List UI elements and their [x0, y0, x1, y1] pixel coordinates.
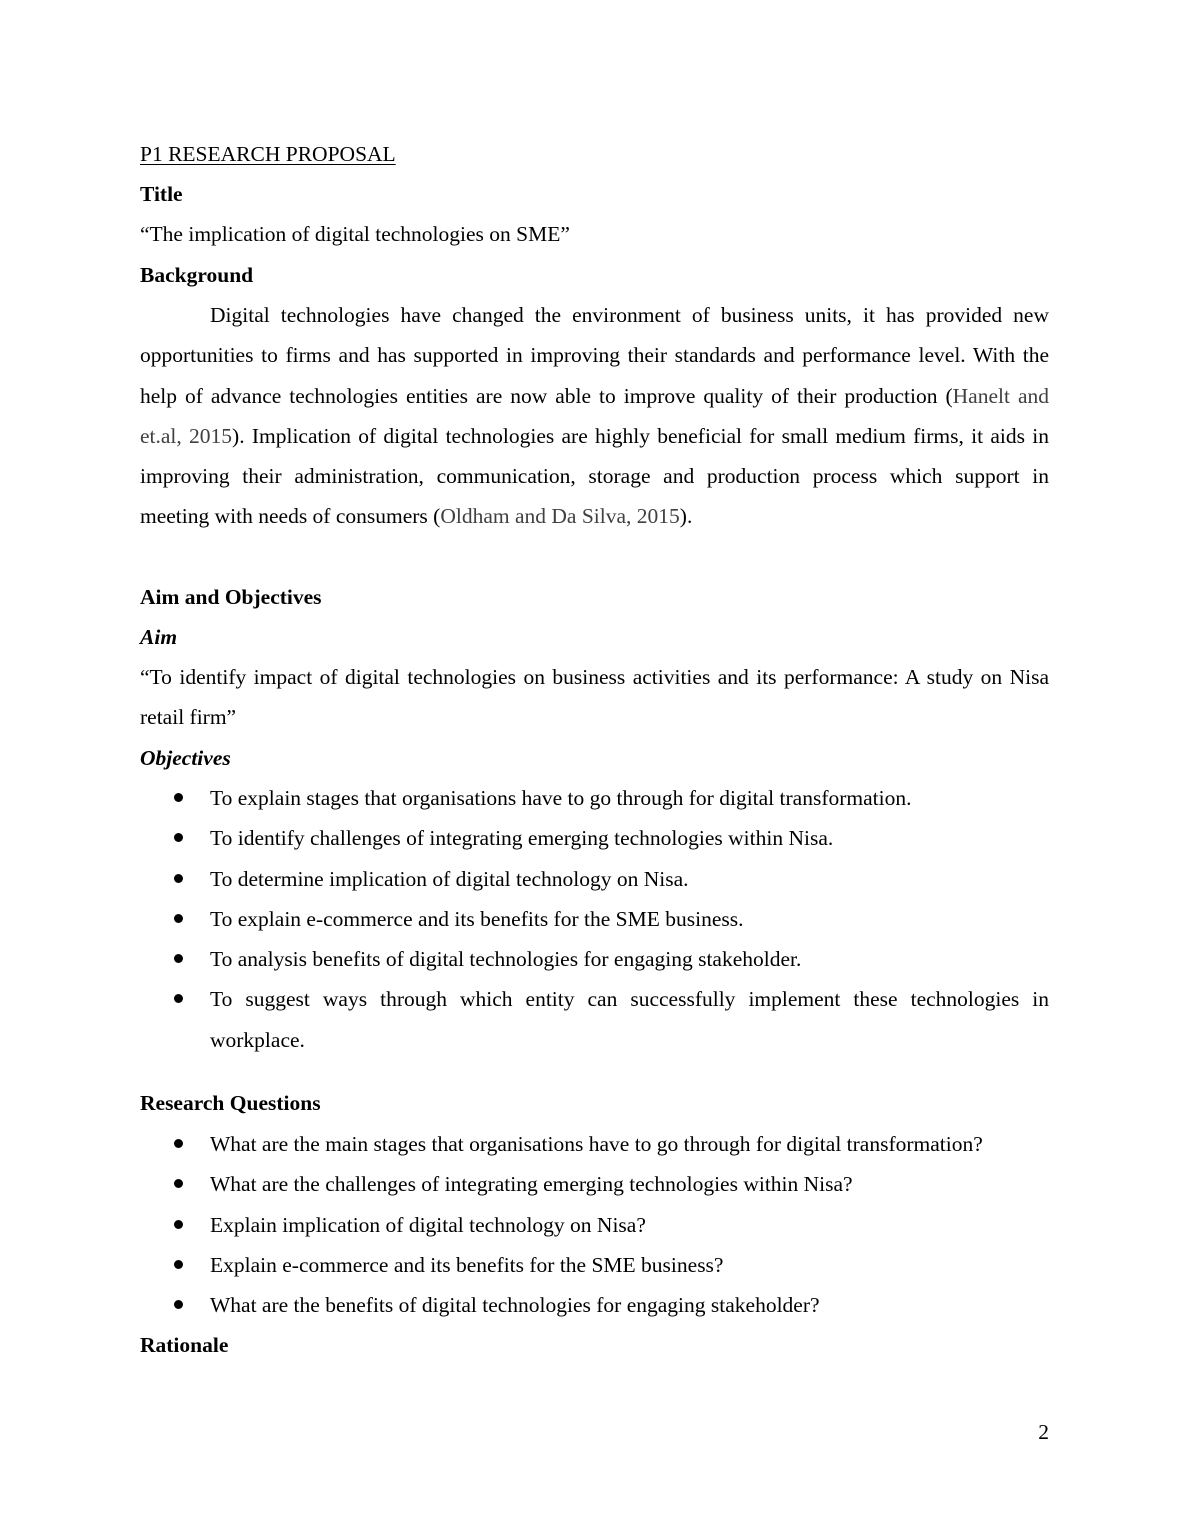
background-heading: Background	[140, 263, 254, 287]
citation-hanelt: Hanelt and et.al, 2015	[140, 383, 1049, 448]
list-item	[140, 1205, 1049, 1245]
bullet-icon	[174, 994, 183, 1003]
title-text: “The implication of digital technologies on SME”	[140, 222, 570, 246]
list-item-text: To determine implication of digital technology on Nisa.	[210, 866, 689, 891]
list-item-text: What are the main stages that organisations have to go through for digital transformation?	[210, 1132, 983, 1156]
background-text-part2: ). Implication of digital technologies are highly beneficial for small medium firms, it aids in improving their administration, communication, storage and production process which support in meeting with needs of consumers (	[140, 423, 1049, 529]
list-item-text: To identify challenges of integrating emerging technologies within Nisa.	[210, 826, 834, 851]
background-text-part1: Digital technologies have changed the environment of business units, it has provided new opportunities to firms and has supported in improving their standards and performance level. With the help of advance technologies entities are now able to improve quality of their production (	[140, 303, 1049, 408]
bullet-icon	[174, 1260, 183, 1269]
list-item	[140, 1285, 1049, 1325]
bullet-icon	[174, 1220, 183, 1229]
aim-text: “To identify impact of digital technologies on business activities and its performance: A study on Nisa retail firm”	[140, 665, 1049, 730]
bullet-icon	[174, 954, 183, 963]
bullet-icon	[174, 1300, 183, 1309]
list-item-text: What are the challenges of integrating emerging technologies within Nisa?	[210, 1172, 853, 1197]
list-item	[140, 818, 1049, 858]
objectives-heading: Objectives	[140, 746, 231, 770]
list-item	[140, 1245, 1049, 1285]
page-number: 2	[1038, 1420, 1049, 1444]
list-item-text: To suggest ways through which entity can successfully implement these technologies in workplace.	[210, 987, 1049, 1052]
research-questions-list	[140, 1124, 1049, 1325]
list-item	[140, 778, 1049, 818]
list-item-text: To explain stages that organisations have to go through for digital transformation.	[210, 786, 912, 810]
bullet-icon	[174, 874, 183, 883]
citation-oldham: Oldham and Da Silva, 2015	[440, 504, 680, 529]
aims-objectives-heading: Aim and Objectives	[140, 585, 322, 609]
list-item-text: To explain e-commerce and its benefits for the SME business.	[210, 906, 744, 931]
list-item	[140, 859, 1049, 899]
title-heading: Title	[140, 182, 183, 206]
list-item-text: Explain implication of digital technology on Nisa?	[210, 1212, 646, 1237]
list-item	[140, 899, 1049, 939]
bullet-icon	[174, 914, 183, 923]
rationale-heading: Rationale	[140, 1333, 229, 1357]
list-item-text: What are the benefits of digital technologies for engaging stakeholder?	[210, 1293, 820, 1318]
aim-heading: Aim	[140, 625, 178, 649]
bullet-icon	[174, 1139, 183, 1148]
background-text-part3: ).	[679, 504, 693, 529]
bullet-icon	[174, 833, 183, 842]
bullet-icon	[174, 793, 183, 802]
list-item-text: Explain e-commerce and its benefits for the SME business?	[210, 1252, 724, 1277]
background-paragraph	[140, 295, 1049, 537]
bullet-icon	[174, 1179, 183, 1188]
objectives-list	[140, 778, 1049, 1060]
research-questions-heading: Research Questions	[140, 1091, 321, 1115]
list-item	[140, 1124, 1049, 1164]
document-page	[140, 0, 1049, 1540]
list-item-text: To analysis benefits of digital technologies for engaging stakeholder.	[210, 947, 802, 972]
list-item	[140, 939, 1049, 979]
list-item	[140, 979, 1049, 1060]
section-label: P1 RESEARCH PROPOSAL	[140, 142, 396, 166]
list-item	[140, 1164, 1049, 1204]
